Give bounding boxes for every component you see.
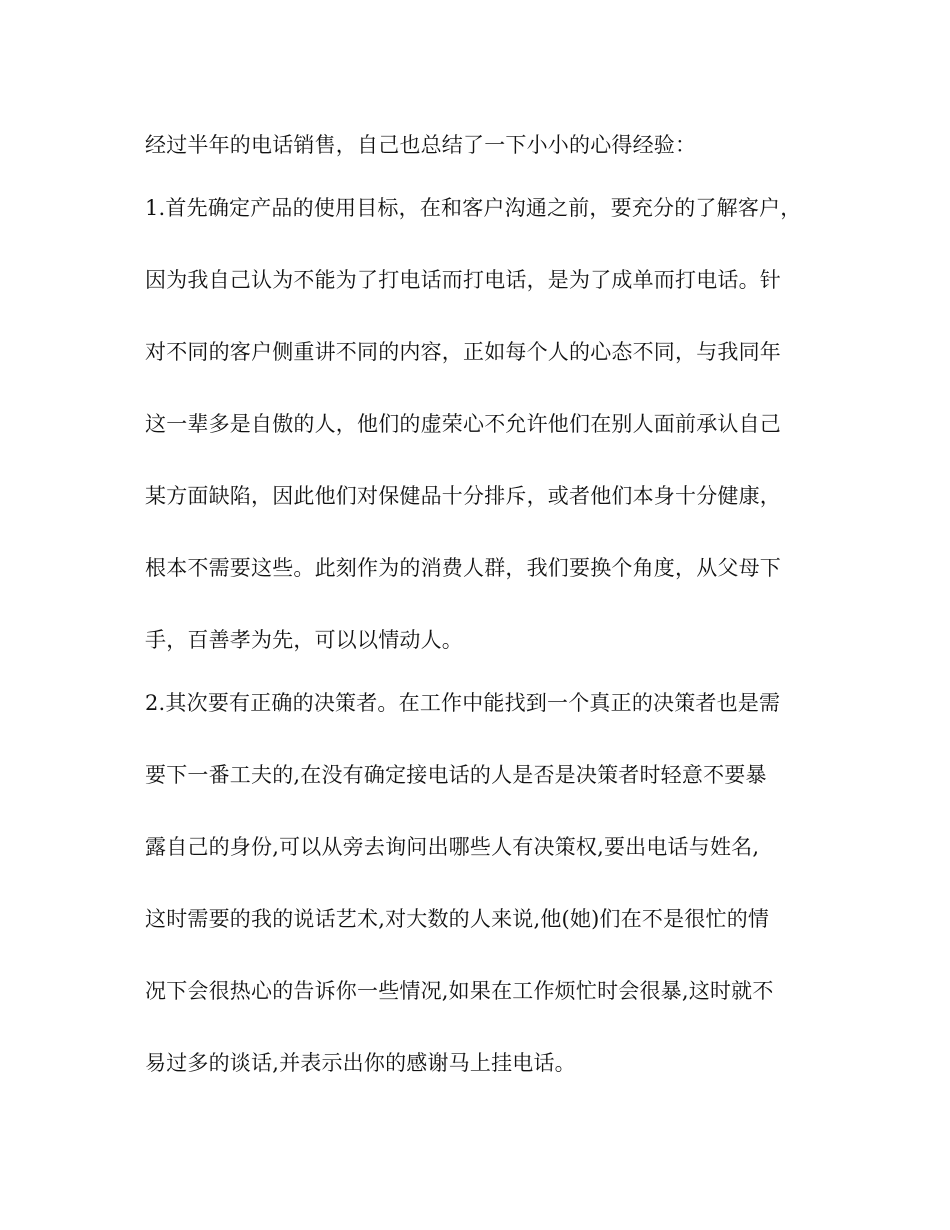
text-line-9: 2.其次要有正确的决策者。在工作中能找到一个真正的决策者也是需 [145,691,781,715]
text-line-13: 况下会很热心的告诉你一些情况,如果在工作烦忙时会很暴,这时就不 [145,979,774,1003]
text-line-14: 易过多的谈话,并表示出你的感谢马上挂电话。 [145,1051,576,1075]
text-line-4: 对不同的客户侧重讲不同的内容，正如每个人的心态不同，与我同年 [145,340,781,364]
text-line-8: 手，百善孝为先，可以以情动人。 [145,628,463,652]
text-line-7: 根本不需要这些。此刻作为的消费人群，我们要换个角度，从父母下 [145,556,781,580]
text-line-6: 某方面缺陷，因此他们对保健品十分排斥，或者他们本身十分健康， [145,484,781,508]
text-line-11: 露自己的身份,可以从旁去询问出哪些人有决策权,要出电话与姓名, [145,835,760,859]
text-line-1: 经过半年的电话销售，自己也总结了一下小小的心得经验： [145,133,697,157]
text-line-3: 因为我自己认为不能为了打电话而打电话，是为了成单而打电话。针 [145,268,781,292]
text-line-5: 这一辈多是自傲的人，他们的虚荣心不允许他们在别人面前承认自己 [145,412,781,436]
text-line-2: 1.首先确定产品的使用目标，在和客户沟通之前，要充分的了解客户， [145,196,802,220]
text-line-12: 这时需要的我的说话艺术,对大数的人来说,他(她)们在不是很忙的情 [145,907,770,931]
text-line-10: 要下一番工夫的,在没有确定接电话的人是否是决策者时轻意不要暴 [145,763,767,787]
